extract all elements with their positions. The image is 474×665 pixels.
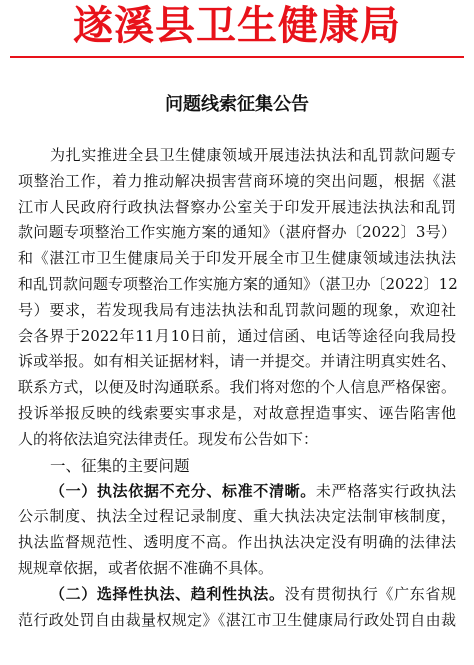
section-heading: 一、征集的主要问题 <box>50 456 190 475</box>
document-title: 问题线索征集公告 <box>165 94 309 115</box>
item-1-first-line <box>18 479 456 505</box>
item-2-label: （二）选择性执法、趋利性执法。 <box>50 584 285 603</box>
item-1-line: 执法监督规范性、透明度不高。作出执法决定没有明确的法律法 <box>18 533 456 552</box>
intro-line: 为扎实推进全县卫生健康领域开展违法执法和乱罚款问题专 <box>50 146 456 164</box>
intro-line: 和《湛江市卫生健康局关于印发开展全市卫生健康领域违法执法 <box>18 249 456 268</box>
intro-line: 和乱罚款问题专项整治工作实施方案的通知》（湛卫办〔2022〕12 <box>18 274 458 293</box>
intro-line: 项整治工作，着力推动解决损害营商环境的突出问题，根据《湛 <box>18 171 456 190</box>
item-1-text: 未严格落实行政执法 <box>315 481 456 500</box>
intro-line: 款问题专项整治工作实施方案的通知》（湛府督办〔2022〕3号） <box>18 223 456 242</box>
intro-line: 号）要求，若发现我局有违法执法和乱罚款问题的现象，欢迎社 <box>18 300 456 319</box>
document-body <box>18 143 456 633</box>
intro-line: 联系方式，以便及时沟通联系。我们将对您的个人信息严格保密。 <box>18 378 456 397</box>
item-1-label: （一）执法依据不充分、标准不清晰。 <box>50 481 316 500</box>
item-1-line: 公示制度、执法全过程记录制度、重大执法决定法制审核制度， <box>18 507 456 526</box>
intro-line: 人的将依法追究法律责任。现发布公告如下： <box>18 429 319 448</box>
item-1-line: 规规章依据，或者依据不准确不具体。 <box>18 558 274 577</box>
bureau-letterhead: 遂溪县卫生健康局 <box>73 2 401 49</box>
item-2-line: 范行政处罚自由裁量权规定》《湛江市卫生健康局行政处罚自由裁 <box>18 610 456 629</box>
intro-line: 投诉举报反映的线索要实事求是，对故意捏造事实、诬告陷害他 <box>18 403 456 422</box>
item-2-text: 没有贯彻执行《广东省规 <box>284 584 456 603</box>
letterhead-rule <box>10 56 464 58</box>
item-2-first-line <box>18 582 456 608</box>
intro-line: 会各界于2022年11月10日前，通过信函、电话等途径向我局投 <box>18 326 456 345</box>
intro-line: 诉或举报。如有相关证据材料，请一并提交。并请注明真实姓名、 <box>18 352 456 371</box>
intro-line: 江市人民政府行政执法督察办公室关于印发开展违法执法和乱罚 <box>18 197 456 216</box>
